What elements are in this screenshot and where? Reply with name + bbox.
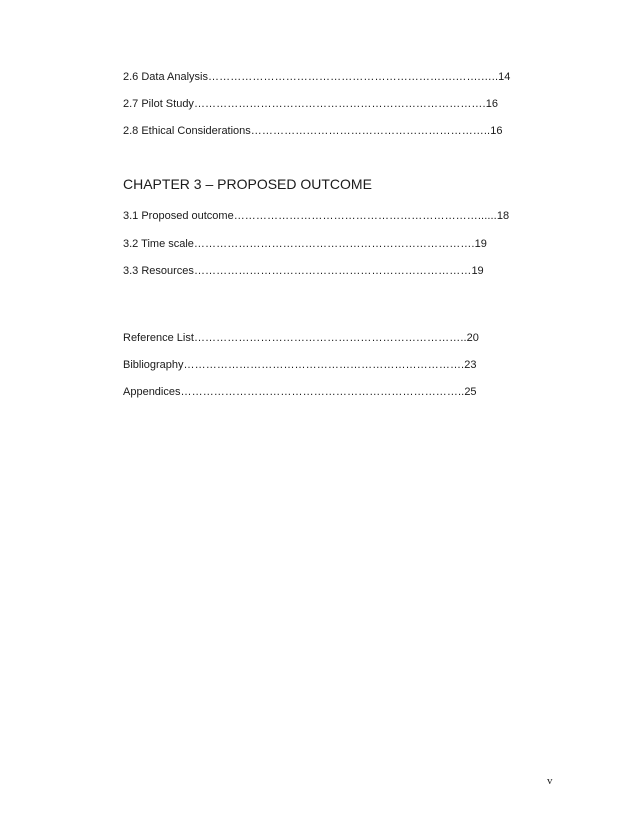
toc-leader-dots: ………………………………………………………………….. [180, 386, 465, 398]
toc-leader-dots: …………………………………………………………………. [193, 238, 475, 250]
toc-page-number: 20 [466, 332, 479, 344]
chapter-heading[interactable]: CHAPTER 3 – PROPOSED OUTCOME [123, 176, 372, 192]
toc-entry-title: 3.1 Proposed outcome [123, 210, 234, 222]
toc-entry[interactable] [123, 209, 509, 223]
toc-entry[interactable] [123, 97, 498, 111]
toc-leader-dots: ……………………………………………………….. [250, 125, 491, 137]
toc-entry[interactable] [123, 237, 487, 251]
toc-entry-title: 3.3 Resources [123, 265, 194, 277]
toc-entry[interactable] [123, 70, 510, 84]
toc-entry[interactable] [123, 124, 502, 138]
toc-entry[interactable] [123, 264, 484, 278]
toc-entry-title: 2.6 Data Analysis [123, 71, 208, 83]
toc-page-number: 18 [496, 210, 510, 222]
toc-entry-title: Bibliography [123, 359, 184, 371]
toc-leader-dots: …………………………………………………………………. [183, 359, 465, 371]
toc-entry-title: 3.2 Time scale [123, 238, 194, 250]
toc-leader-dots: ………………………………………………………….…….….. [208, 71, 499, 83]
toc-page-number: 25 [464, 386, 477, 398]
toc-entry[interactable] [123, 385, 477, 399]
toc-page-number: 16 [485, 98, 498, 110]
toc-leader-dots: ……………………………………………………………………. [193, 98, 486, 110]
toc-page-number: 19 [471, 265, 484, 277]
toc-page-number: 16 [490, 125, 503, 137]
toc-leader-dots: ……………………………………………………………….. [193, 332, 467, 344]
toc-entry[interactable] [123, 331, 479, 345]
page-number: v [547, 775, 553, 787]
toc-entry-title: 2.7 Pilot Study [123, 98, 194, 110]
toc-entry-title: 2.8 Ethical Considerations [123, 125, 251, 137]
toc-entry-title: Reference List [123, 332, 194, 344]
toc-entry-title: Appendices [123, 386, 181, 398]
toc-leader-dots: ………………………………………………………………… [193, 265, 472, 277]
toc-page-number: 23 [464, 359, 477, 371]
toc-leader-dots: …………………………………………………………...... [233, 210, 497, 222]
toc-page-number: 14 [498, 71, 511, 83]
toc-entry[interactable] [123, 358, 476, 372]
toc-page-number: 19 [474, 238, 487, 250]
